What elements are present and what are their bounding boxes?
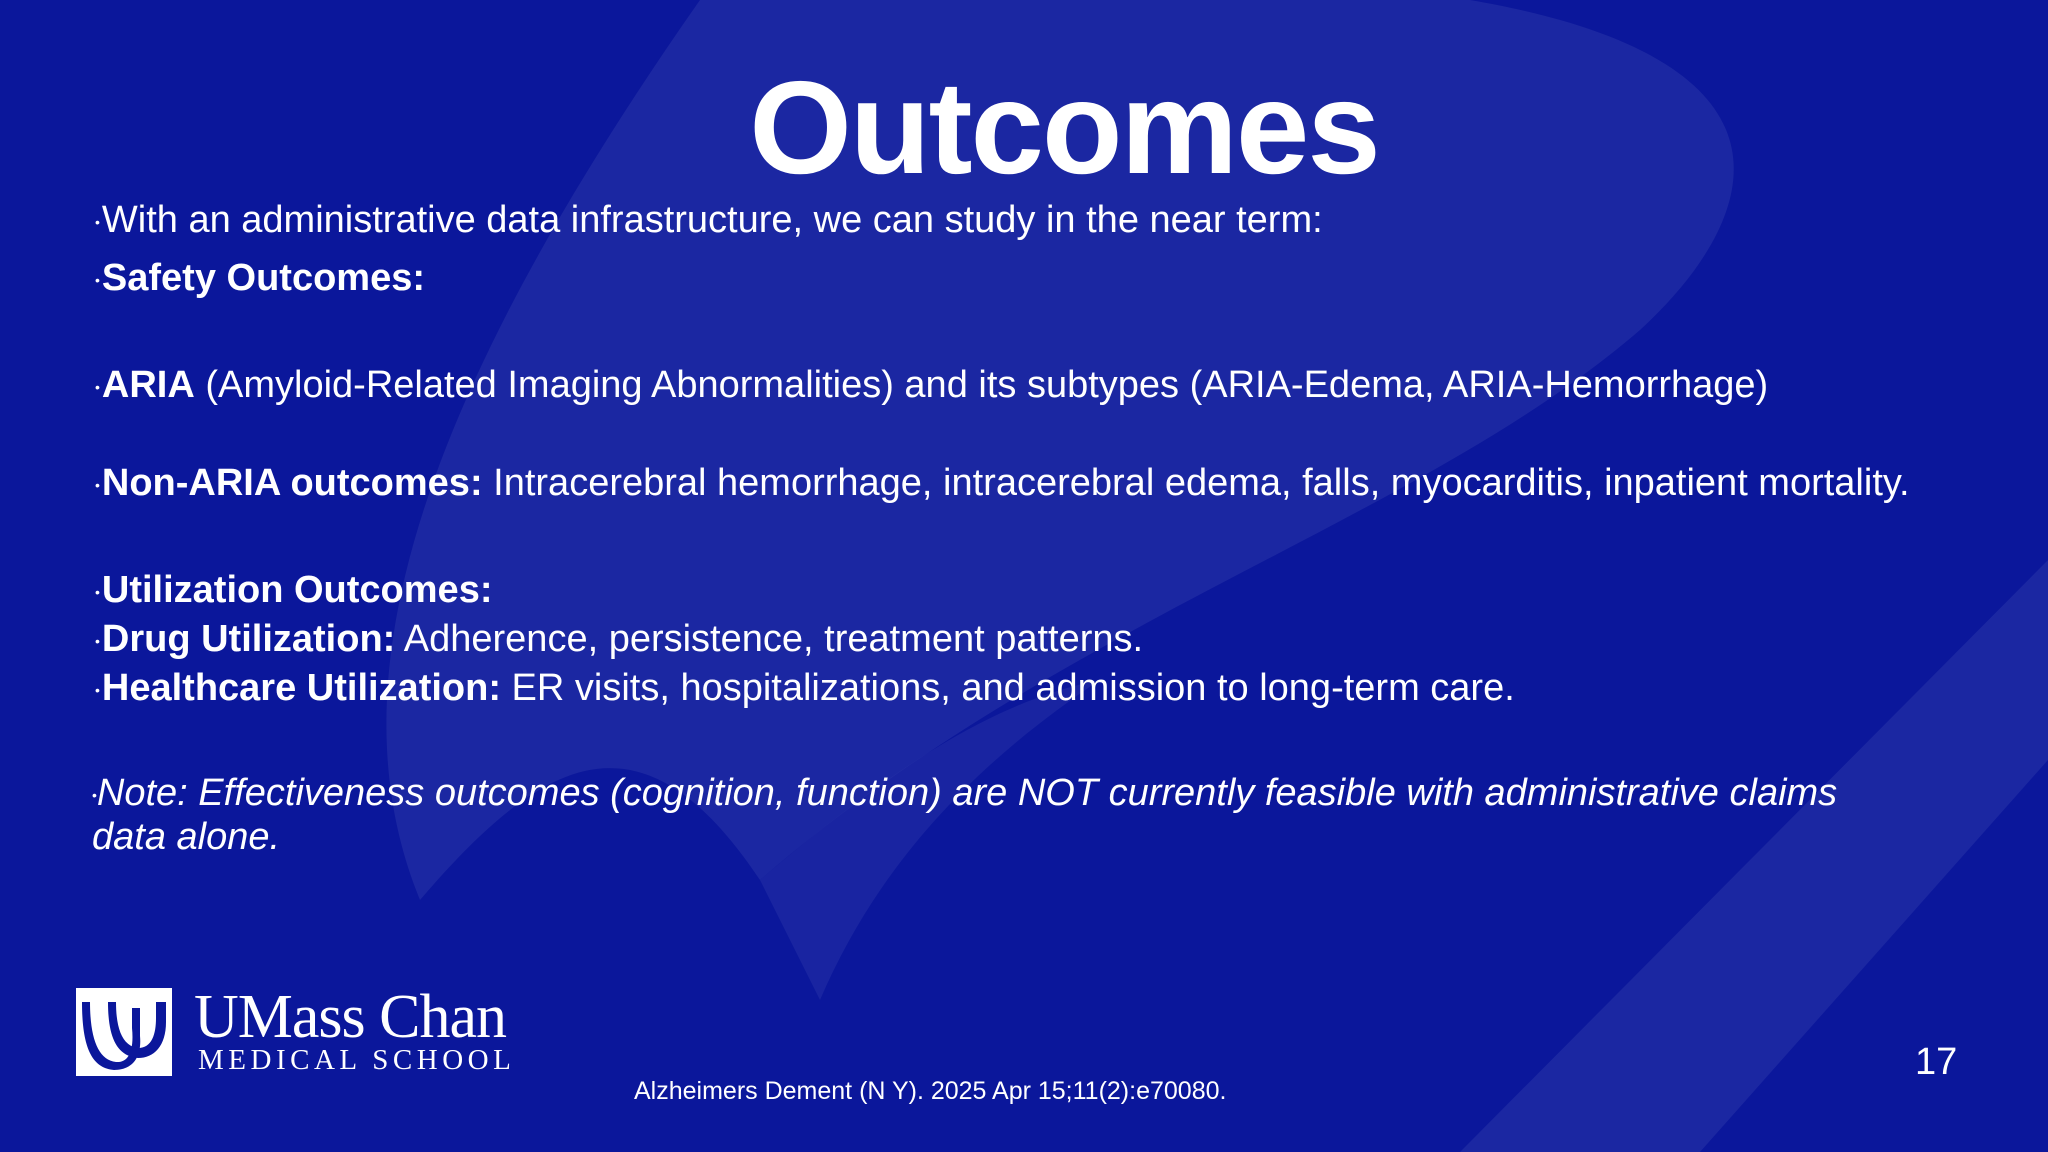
- bullet-dot: •: [92, 786, 97, 803]
- bullet-dot: •: [95, 583, 100, 600]
- umass-logo-mark-icon: [76, 988, 172, 1076]
- bullet-dot: •: [95, 271, 100, 288]
- slide-title: Outcomes: [749, 54, 1379, 201]
- note-text: •Note: Effectiveness outcomes (cognition, function) are NOT currently feasible with administrative claims data alone.: [92, 772, 1838, 858]
- bullet-dot: •: [95, 213, 100, 230]
- bullet-non-aria: •Non-ARIA outcomes: Intracerebral hemorrhage, intracerebral edema, falls, myocarditis, inpatient mortality.: [95, 462, 1910, 504]
- bullet-healthcare-utilization: •Healthcare Utilization: ER visits, hospitalizations, and admission to long-term care.: [95, 667, 1515, 709]
- bullet-dot: •: [95, 632, 100, 649]
- bullet-aria: •ARIA (Amyloid-Related Imaging Abnormalities) and its subtypes (ARIA-Edema, ARIA-Hemorrhage): [95, 364, 1769, 406]
- bullet-dot: •: [95, 476, 100, 493]
- bullet-drug-utilization: •Drug Utilization: Adherence, persistence, treatment patterns.: [95, 618, 1144, 660]
- umass-chan-logo: [76, 983, 546, 1078]
- bullet-dot: •: [95, 681, 100, 698]
- bullet-safety-outcomes: •Safety Outcomes:: [95, 257, 425, 299]
- logo-subtitle: MEDICAL SCHOOL: [198, 1044, 516, 1076]
- page-number: 17: [1915, 1041, 1958, 1083]
- bullet-intro: •With an administrative data infrastructure, we can study in the near term:: [95, 199, 1323, 241]
- bullet-utilization-outcomes: •Utilization Outcomes:: [95, 569, 493, 611]
- citation: Alzheimers Dement (N Y). 2025 Apr 15;11(2):e70080.: [634, 1077, 1227, 1105]
- bullet-dot: •: [95, 378, 100, 395]
- logo-name: UMass Chan: [194, 983, 507, 1051]
